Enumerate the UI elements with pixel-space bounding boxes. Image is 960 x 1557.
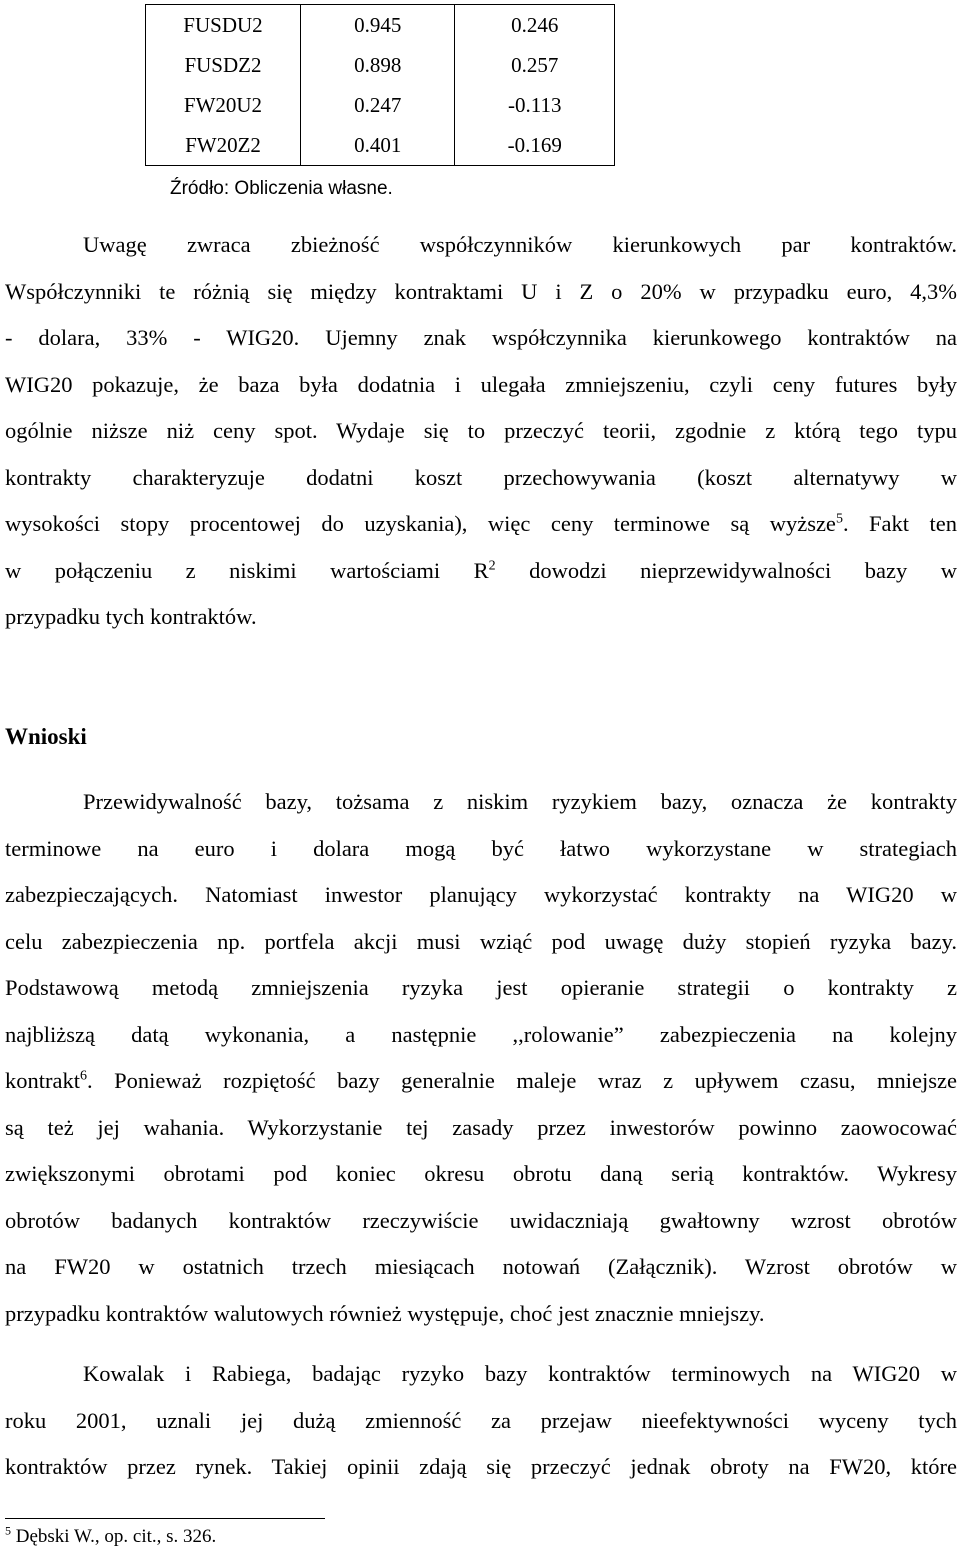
- footnote-ref: 6: [79, 1068, 87, 1084]
- table-row: [146, 125, 615, 166]
- text-line: zwiększonymi obrotami pod koniec okresu obrotu daną serią kontraktów. Wykresy: [5, 1161, 957, 1186]
- text-line: na FW20 w ostatnich trzech miesiącach notowań (Załącznik). Wzrost obrotów w: [5, 1254, 957, 1279]
- superscript: 2: [488, 558, 496, 573]
- text-line: - dolara, 33% - WIG20. Ujemny znak współczynnika kierunkowego kontraktów na: [5, 325, 957, 350]
- text-line: przypadku kontraktów walutowych również występuje, choć jest znacznie mniejszy.: [5, 1300, 765, 1326]
- text-segment: . Ponieważ rozpiętość bazy generalnie maleje wraz z upływem czasu, mniejsze: [86, 1068, 957, 1093]
- footnote: [5, 1523, 217, 1548]
- text-line: kontraktów przez rynek. Takiej opinii zdają się przeczyć jednak obroty na FW20, które: [5, 1454, 957, 1479]
- contract-cell: FUSDZ2: [146, 45, 301, 85]
- value-cell: 0.945: [300, 5, 455, 46]
- text-line: roku 2001, uznali jej dużą zmienność za przejaw nieefektywności wyceny tych: [5, 1407, 957, 1433]
- value-cell: 0.246: [455, 5, 615, 46]
- text-line: Kowalak i Rabiega, badając ryzyko bazy kontraktów terminowych na WIG20 w: [83, 1361, 957, 1386]
- text-line: zabezpieczających. Natomiast inwestor planujący wykorzystać kontrakty na WIG20 w: [5, 882, 957, 907]
- text-line: celu zabezpieczenia np. portfela akcji musi wziąć pod uwagę duży stopień ryzyka bazy.: [5, 928, 957, 954]
- text-line: Podstawową metodą zmniejszenia ryzyka jest opieranie strategii o kontrakty z: [5, 975, 957, 1000]
- text-line: najbliższą datą wykonania, a następnie ,,rolowanie” zabezpieczenia na kolejny: [5, 1021, 957, 1047]
- contract-cell: FW20U2: [146, 85, 301, 125]
- text-segment: wysokości stopy procentowej do uzyskania), więc ceny terminowe są wyższe: [5, 511, 836, 536]
- paragraph-3: [5, 1351, 957, 1491]
- footnote-separator: [5, 1518, 325, 1519]
- text-line: obrotów badanych kontraktów rzeczywiście uwidaczniają gwałtowny wzrost obrotów: [5, 1207, 957, 1233]
- table-row: [146, 45, 615, 85]
- footnote-text: Dębski W., op. cit., s. 326.: [11, 1526, 217, 1547]
- text-line: [5, 548, 957, 595]
- contract-cell: FW20Z2: [146, 125, 301, 166]
- value-cell: 0.247: [300, 85, 455, 125]
- table-row: [146, 85, 615, 125]
- text-segment: . Fakt ten: [842, 511, 957, 536]
- value-cell: 0.898: [300, 45, 455, 85]
- paragraph-2: [5, 779, 957, 1337]
- text-line: [5, 501, 957, 548]
- text-line: Przewidywalność bazy, tożsama z niskim ryzykiem bazy, oznacza że kontrakty: [83, 789, 957, 814]
- text-segment: w połączeniu z niskimi wartościami R: [5, 557, 489, 583]
- text-line: kontrakty charakteryzuje dodatni koszt przechowywania (koszt alternatywy w: [5, 464, 957, 490]
- text-line: Współczynniki te różnią się między kontraktami U i Z o 20% w przypadku euro, 4,3%: [5, 278, 957, 304]
- coefficients-table: [145, 4, 615, 166]
- footnote-ref: 5: [835, 511, 843, 527]
- contract-cell: FUSDU2: [146, 5, 301, 46]
- text-line: WIG20 pokazuje, że baza była dodatnia i ulegała zmniejszeniu, czyli ceny futures były: [5, 371, 957, 397]
- table-source-note: Źródło: Obliczenia własne.: [170, 178, 393, 199]
- text-line: [5, 1058, 957, 1105]
- section-heading: Wnioski: [5, 724, 87, 749]
- text-segment: dowodzi nieprzewidywalności bazy w: [495, 557, 957, 583]
- paragraph-1: [5, 222, 957, 641]
- table-row: [146, 5, 615, 46]
- value-cell: 0.401: [300, 125, 455, 166]
- value-cell: -0.113: [455, 85, 615, 125]
- text-line: terminowe na euro i dolara mogą być łatwo wykorzystane w strategiach: [5, 835, 957, 861]
- text-line: przypadku tych kontraktów.: [5, 604, 257, 629]
- value-cell: 0.257: [455, 45, 615, 85]
- footnote-number: 5: [5, 1523, 11, 1538]
- value-cell: -0.169: [455, 125, 615, 166]
- text-line: ogólnie niższe niż ceny spot. Wydaje się to przeczyć teorii, zgodnie z którą tego typu: [5, 418, 957, 443]
- text-line: są też jej wahania. Wykorzystanie tej zasady przez inwestorów powinno zaowocować: [5, 1114, 957, 1140]
- text-segment: kontrakt: [5, 1068, 80, 1093]
- text-line: Uwagę zwraca zbieżność współczynników kierunkowych par kontraktów.: [83, 232, 957, 257]
